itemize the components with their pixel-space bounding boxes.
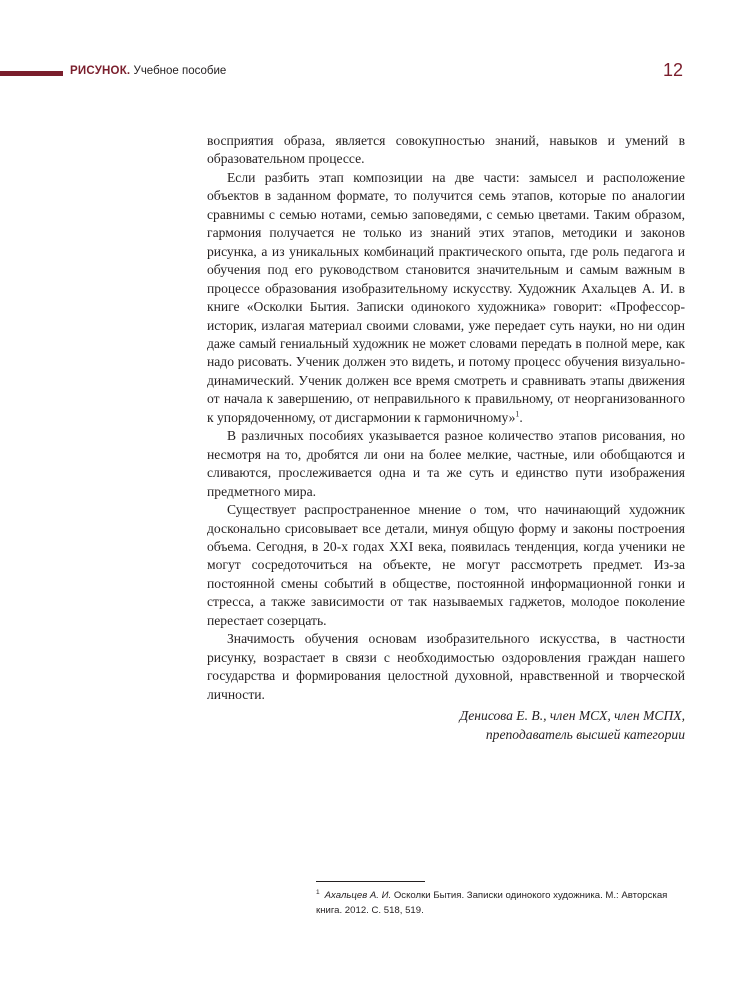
running-header-book-title: РИСУНОК.	[70, 65, 131, 77]
paragraph: восприятия образа, является совокупностью знаний, навыков и умений в образовательном процессе.	[207, 133, 685, 167]
footnote-divider	[316, 881, 425, 882]
paragraph-text: Если разбить этап композиции на две части: замысел и расположение объектов в заданном формате, то получится семь этапов, которые по аналогии сравнимы с семью нотами, семью заповедями, с семью цветами. Таким образом, гармония получается не только из знаний этих этапов, методики и законов рисунка, а из уникальных комбинаций практического опыта, где роль педагога и обучения под его руководством становится значительным и самым важным в процессе образования изобразительному искусству. Художник Ахальцев А. И. в книге «Осколки Бытия. Записки одинокого художника» говорит: «Профессор-историк, излагая материал своими словами, уже передает суть науки, но ни один даже самый гениальный художник не может словами передать в полной мере, как надо рисовать. Ученик должен это видеть, и потому процесс обучения визуально-динамический. Ученик должен все время смотреть и сравнивать этапы движения от начала к завершению, от неправильного к правильному, от неорганизованного к упорядоченному, от дисгармонии к гармоничному»	[207, 169, 685, 425]
signature-line: преподаватель высшей категории	[485, 726, 685, 742]
page-number: 12	[662, 60, 683, 80]
paragraph: Если разбить этап композиции на две части: замысел и расположение объектов в заданном формате, то получится семь этапов, которые по аналогии сравнимы с семью нотами, семью заповедями, с семью цветами. Таким образом, гармония получается не только из знаний этих этапов, методики и законов рисунка, а из уникальных комбинаций практического опыта, где роль педагога и обучения под его руководством становится значительным и самым важным в процессе образования изобразительному искусству. Художник Ахальцев А. И. в книге «Осколки Бытия. Записки одинокого художника» говорит: «Профессор-историк, излагая материал своими словами, уже передает суть науки, но ни один даже самый гениальный художник не может словами передать в полной мере, как надо рисовать. Ученик должен это видеть, и потому процесс обучения визуально-динамический. Ученик должен все время смотреть и сравнивать этапы движения от начала к завершению, от неправильного к правильному, от неорганизованного к упорядоченному, от дисгармонии к гармоничному»$^1$.	[207, 169, 685, 425]
paragraph: Существует распространенное мнение о том, что начинающий художник досконально срисовывает все детали, минуя общую форму и законы построения объема. Сегодня, в 20-х годах XXI века, появилась тенденция, когда ученики не могут сосредоточиться на объекте, не могут рассмотреть предмет. Из-за постоянной смены событий в обществе, постоянной информационной гонки и стресса, а также зависимости от так называемых гаджетов, молодое поколение перестает созерцать.	[207, 502, 685, 628]
header-accent-bar	[0, 71, 63, 76]
paragraph: В различных пособиях указывается разное количество этапов рисования, но несмотря на то, дробятся ли они на более мелкие, частные, или обобщаются и сливаются, прослеживается одна и та же суть и единство пути изображения предметного мира.	[207, 428, 685, 499]
footnote-author: Ахальцев А. И.	[324, 890, 392, 901]
running-header-subtitle: Учебное пособие	[130, 65, 227, 77]
main-text-block	[207, 132, 685, 744]
author-signature	[207, 707, 685, 744]
running-header	[70, 65, 226, 77]
footnote-number: 1	[316, 888, 320, 896]
footnote	[316, 889, 686, 918]
signature-line: Денисова Е. В., член МСХ, член МСПХ,	[459, 708, 685, 724]
footnote-text: Осколки Бытия. Записки одинокого художника. М.: Авторская книга. 2012. С. 518, 519.	[316, 890, 668, 916]
paragraph: Значимость обучения основам изобразительного искусства, в частности рисунку, возрастает в связи с необходимостью оздоровления граждан нашего государства и формирования целостной духовной, нравственной и творческой личности.	[207, 631, 685, 702]
footnote-reference[interactable]: 1	[515, 409, 520, 419]
